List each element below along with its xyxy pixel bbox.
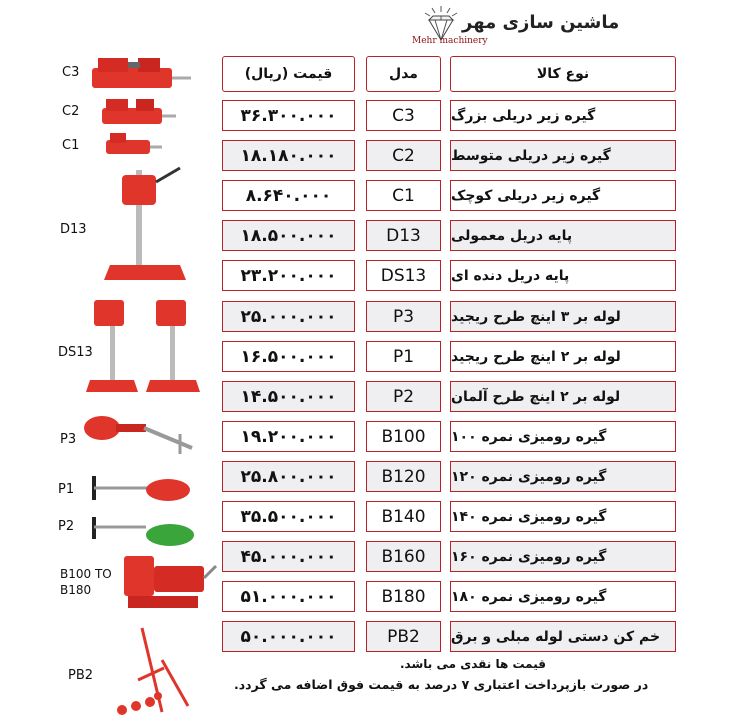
product-label-p2: P2: [58, 519, 75, 534]
pipe-cutter-p1-icon: [88, 470, 198, 508]
row-0-type: [450, 100, 676, 131]
row-4-price: [222, 260, 355, 291]
row-9-price: [222, 461, 355, 492]
row-2-price: [222, 180, 355, 211]
bench-vise-b-icon: [118, 546, 218, 618]
product-label-b-line2: B180: [60, 583, 92, 597]
row-2-model-text: C1: [392, 185, 415, 206]
row-13-model-text: PB2: [387, 626, 420, 647]
product-label-c1: C1: [62, 138, 80, 153]
row-6-price-text: ۱۶.۵۰۰.۰۰۰: [240, 346, 337, 367]
row-1-model: [366, 140, 441, 171]
header-type: نوع کالا: [450, 56, 676, 92]
row-8-price-text: ۱۹.۲۰۰.۰۰۰: [240, 426, 337, 447]
row-9-price-text: ۲۵.۸۰۰.۰۰۰: [240, 466, 337, 487]
brand-title: ماشین سازی مهر: [462, 12, 620, 33]
row-12-model-text: B180: [381, 586, 426, 607]
pipe-bender-pb2-icon: [112, 620, 202, 720]
row-5-price: [222, 301, 355, 332]
row-9-type-text: گیره رومیزی نمره ۱۲۰: [451, 468, 607, 485]
row-13-type-text: خم کن دستی لوله مبلی و برق: [451, 628, 661, 645]
row-3-price-text: ۱۸.۵۰۰.۰۰۰: [240, 225, 337, 246]
vise-c3-icon: [88, 50, 193, 95]
row-2-model: [366, 180, 441, 211]
row-6-type: [450, 341, 676, 372]
row-0-model: [366, 100, 441, 131]
row-4-type: [450, 260, 676, 291]
row-7-type-text: لوله بر ۲ اینچ طرح آلمان: [451, 388, 621, 405]
row-6-type-text: لوله بر ۲ اینچ طرح ریجید: [451, 348, 621, 365]
row-6-model: [366, 341, 441, 372]
row-5-model: [366, 301, 441, 332]
row-5-type: [450, 301, 676, 332]
row-11-price: [222, 541, 355, 572]
row-7-model: [366, 381, 441, 412]
row-1-type-text: گیره زیر دریلی متوسط: [451, 147, 611, 164]
row-1-price: [222, 140, 355, 171]
header-price: قیمت (ریال): [222, 56, 355, 92]
row-13-type: [450, 621, 676, 652]
row-10-type-text: گیره رومیزی نمره ۱۴۰: [451, 508, 607, 525]
product-label-b-line1: B100 TO: [60, 567, 112, 581]
row-11-model: [366, 541, 441, 572]
row-1-model-text: C2: [392, 145, 415, 166]
vise-c1-icon: [104, 130, 164, 158]
row-10-model-text: B140: [381, 506, 426, 527]
row-0-price: [222, 100, 355, 131]
row-8-model: [366, 421, 441, 452]
row-9-type: [450, 461, 676, 492]
row-1-price-text: ۱۸.۱۸۰.۰۰۰: [240, 145, 337, 166]
row-8-price: [222, 421, 355, 452]
row-3-type-text: پایه دریل معمولی: [451, 227, 573, 244]
note-cash: قیمت ها نقدی می باشد.: [400, 657, 546, 671]
brand-subtitle: Mehr machinery: [412, 36, 488, 46]
row-2-type: [450, 180, 676, 211]
row-7-type: [450, 381, 676, 412]
row-13-price-text: ۵۰.۰۰۰.۰۰۰: [240, 626, 337, 647]
product-label-p3: P3: [60, 432, 77, 447]
product-label-pb2: PB2: [68, 668, 94, 683]
drill-stand-d13-icon: [100, 160, 190, 285]
product-label-c3: C3: [62, 65, 80, 80]
row-13-model: [366, 621, 441, 652]
row-6-model-text: P1: [392, 346, 415, 367]
pipe-cutter-p3-icon: [80, 410, 195, 458]
row-2-price-text: ۸.۶۴۰.۰۰۰: [245, 185, 332, 206]
row-4-model: [366, 260, 441, 291]
row-7-model-text: P2: [392, 386, 415, 407]
row-12-price-text: ۵۱.۰۰۰.۰۰۰: [240, 586, 337, 607]
row-9-model: [366, 461, 441, 492]
row-2-type-text: گیره زیر دریلی کوچک: [451, 187, 601, 204]
row-8-model-text: B100: [381, 426, 426, 447]
row-5-type-text: لوله بر ۳ اینچ طرح ریجید: [451, 308, 621, 325]
product-label-ds13: DS13: [58, 345, 93, 360]
row-1-type: [450, 140, 676, 171]
row-4-type-text: پایه دریل دنده ای: [451, 267, 570, 284]
row-11-type: [450, 541, 676, 572]
row-3-model: [366, 220, 441, 251]
row-0-type-text: گیره زیر دریلی بزرگ: [451, 107, 596, 124]
row-11-type-text: گیره رومیزی نمره ۱۶۰: [451, 548, 607, 565]
row-0-model-text: C3: [392, 105, 415, 126]
row-8-type-text: گیره رومیزی نمره ۱۰۰: [451, 428, 607, 445]
header-model: مدل: [366, 56, 441, 92]
note-credit: در صورت بازپرداخت اعتباری ۷ درصد به قیمت فوق اضافه می گردد.: [234, 677, 649, 692]
row-12-type-text: گیره رومیزی نمره ۱۸۰: [451, 588, 607, 605]
row-12-price: [222, 581, 355, 612]
vise-c2-icon: [98, 94, 178, 130]
row-10-model: [366, 501, 441, 532]
row-4-model-text: DS13: [380, 265, 427, 286]
product-label-p1: P1: [58, 482, 75, 497]
product-label-d13: D13: [60, 222, 87, 237]
row-12-model: [366, 581, 441, 612]
row-10-price-text: ۳۵.۵۰۰.۰۰۰: [240, 506, 337, 527]
row-13-price: [222, 621, 355, 652]
drill-stand-ds13-icon: [84, 292, 204, 404]
row-3-type: [450, 220, 676, 251]
row-4-price-text: ۲۳.۲۰۰.۰۰۰: [240, 265, 337, 286]
row-11-model-text: B160: [381, 546, 426, 567]
row-9-model-text: B120: [381, 466, 426, 487]
row-5-price-text: ۲۵.۰۰۰.۰۰۰: [240, 306, 337, 327]
row-10-type: [450, 501, 676, 532]
row-8-type: [450, 421, 676, 452]
row-0-price-text: ۳۶.۳۰۰.۰۰۰: [240, 105, 337, 126]
product-label-c2: C2: [62, 104, 80, 119]
row-11-price-text: ۴۵.۰۰۰.۰۰۰: [240, 546, 337, 567]
row-7-price: [222, 381, 355, 412]
row-6-price: [222, 341, 355, 372]
row-3-price: [222, 220, 355, 251]
row-12-type: [450, 581, 676, 612]
row-10-price: [222, 501, 355, 532]
row-3-model-text: D13: [386, 225, 421, 246]
row-7-price-text: ۱۴.۵۰۰.۰۰۰: [240, 386, 337, 407]
row-5-model-text: P3: [392, 306, 415, 327]
